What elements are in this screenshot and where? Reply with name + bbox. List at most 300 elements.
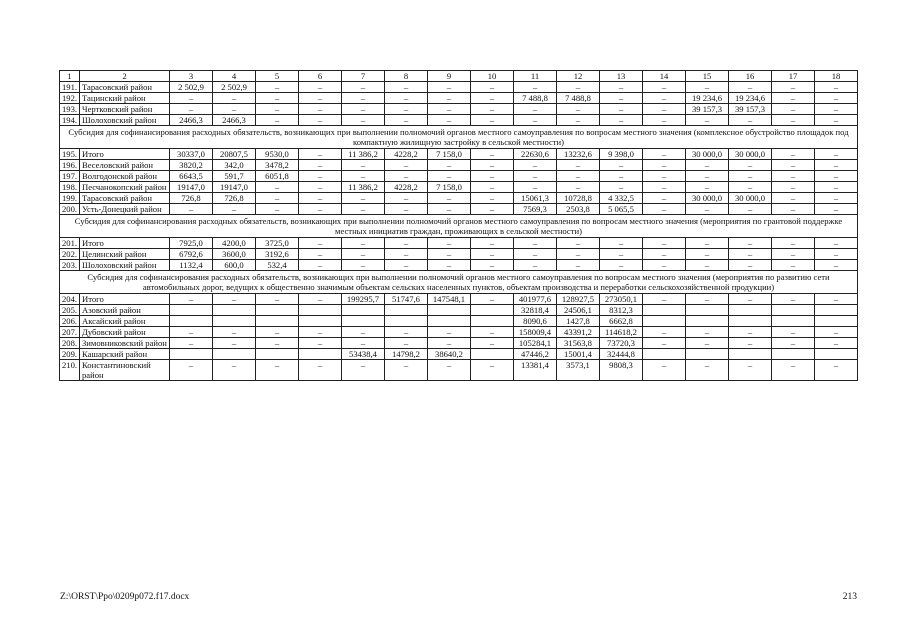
value-cell: – (256, 115, 299, 126)
value-cell: – (600, 104, 643, 115)
value-cell: – (428, 204, 471, 215)
table-row (60, 294, 858, 305)
value-cell: 600,0 (213, 260, 256, 271)
value-cell: – (299, 238, 342, 249)
column-number-cell: 6 (299, 71, 342, 82)
value-cell: – (772, 204, 815, 215)
section-title: Субсидия для софинансирования расходных обязательств, возникающих при выполнении полномочий органов местного самоуправления по вопросам местного значения (комплексное обустройство площадок под компактную жилищную застройку в сельской местности) (60, 126, 858, 149)
value-cell: 199295,7 (342, 294, 385, 305)
value-cell: 38640,2 (428, 349, 471, 360)
value-cell: – (772, 115, 815, 126)
value-cell: – (600, 182, 643, 193)
value-cell: 726,8 (213, 193, 256, 204)
value-cell: – (772, 149, 815, 160)
value-cell: – (729, 204, 772, 215)
value-cell: 591,7 (213, 171, 256, 182)
section-title: Субсидия для софинансирования расходных обязательств, возникающих при выполнении полномочий органов местного самоуправления по вопросам местного значения (мероприятия по грантовой поддержке местных инициатив граждан, проживающих в сельской местности) (60, 215, 858, 238)
table-row (60, 182, 858, 193)
value-cell: – (557, 171, 600, 182)
table-row (60, 238, 858, 249)
section-header-row (60, 126, 858, 149)
value-cell: – (428, 338, 471, 349)
column-number-cell: 13 (600, 71, 643, 82)
value-cell: – (471, 294, 514, 305)
value-cell: – (428, 249, 471, 260)
column-number-cell: 18 (815, 71, 858, 82)
value-cell: – (815, 93, 858, 104)
value-cell: – (600, 238, 643, 249)
value-cell: – (170, 104, 213, 115)
value-cell: – (428, 360, 471, 381)
value-cell (729, 349, 772, 360)
value-cell: – (428, 82, 471, 93)
value-cell (342, 305, 385, 316)
value-cell: – (299, 294, 342, 305)
district-name-cell: Кашарский район (80, 349, 170, 360)
value-cell: – (729, 160, 772, 171)
value-cell: – (514, 238, 557, 249)
value-cell: – (471, 338, 514, 349)
value-cell: 30 000,0 (686, 149, 729, 160)
value-cell: – (643, 294, 686, 305)
value-cell: – (772, 360, 815, 381)
value-cell: – (815, 115, 858, 126)
value-cell: – (686, 171, 729, 182)
value-cell: 3725,0 (256, 238, 299, 249)
value-cell: 4200,0 (213, 238, 256, 249)
value-cell: 9808,3 (600, 360, 643, 381)
section-header-row (60, 215, 858, 238)
value-cell: 32444,8 (600, 349, 643, 360)
value-cell: – (772, 338, 815, 349)
value-cell: 47446,2 (514, 349, 557, 360)
value-cell: – (729, 360, 772, 381)
value-cell: – (385, 193, 428, 204)
value-cell: – (256, 93, 299, 104)
value-cell: – (299, 149, 342, 160)
value-cell: – (514, 82, 557, 93)
table-row (60, 305, 858, 316)
district-name-cell: Итого (80, 294, 170, 305)
value-cell: – (342, 327, 385, 338)
value-cell: 30 000,0 (729, 149, 772, 160)
value-cell: – (815, 171, 858, 182)
district-name-cell: Итого (80, 149, 170, 160)
value-cell: – (686, 327, 729, 338)
value-cell: – (213, 360, 256, 381)
value-cell: – (471, 327, 514, 338)
value-cell: – (815, 260, 858, 271)
column-number-cell: 7 (342, 71, 385, 82)
value-cell: – (772, 193, 815, 204)
value-cell: – (557, 115, 600, 126)
value-cell: 1132,4 (170, 260, 213, 271)
value-cell: – (299, 338, 342, 349)
value-cell: – (815, 104, 858, 115)
value-cell: – (643, 360, 686, 381)
column-number-cell: 9 (428, 71, 471, 82)
value-cell: – (428, 171, 471, 182)
value-cell: – (256, 338, 299, 349)
value-cell: – (385, 327, 428, 338)
value-cell: 19147,0 (170, 182, 213, 193)
value-cell: – (815, 82, 858, 93)
column-number-row (60, 71, 858, 82)
value-cell: 6643,5 (170, 171, 213, 182)
district-name-cell: Аксайский район (80, 316, 170, 327)
district-name-cell: Песчанокопский район (80, 182, 170, 193)
value-cell: – (342, 360, 385, 381)
value-cell: 147548,1 (428, 294, 471, 305)
value-cell: – (643, 82, 686, 93)
value-cell: 19 234,6 (686, 93, 729, 104)
value-cell: – (213, 294, 256, 305)
value-cell: – (342, 82, 385, 93)
table-row (60, 82, 858, 93)
table-row (60, 149, 858, 160)
value-cell: 3478,2 (256, 160, 299, 171)
value-cell: – (342, 193, 385, 204)
value-cell: – (772, 171, 815, 182)
value-cell: – (686, 82, 729, 93)
value-cell: – (772, 160, 815, 171)
value-cell (772, 349, 815, 360)
value-cell: – (342, 171, 385, 182)
value-cell: – (600, 115, 643, 126)
column-number-cell: 17 (772, 71, 815, 82)
value-cell: – (643, 93, 686, 104)
value-cell: – (643, 193, 686, 204)
value-cell (815, 316, 858, 327)
value-cell: 20807,5 (213, 149, 256, 160)
value-cell: 2 502,9 (213, 82, 256, 93)
value-cell: – (299, 182, 342, 193)
budget-table (59, 70, 858, 381)
value-cell (213, 349, 256, 360)
value-cell: – (299, 249, 342, 260)
value-cell: – (385, 360, 428, 381)
table-row (60, 160, 858, 171)
row-number-cell: 193. (60, 104, 80, 115)
value-cell: – (299, 193, 342, 204)
value-cell: 19 234,6 (729, 93, 772, 104)
row-number-cell: 198. (60, 182, 80, 193)
value-cell: 7 158,0 (428, 149, 471, 160)
value-cell: – (342, 160, 385, 171)
value-cell: – (815, 294, 858, 305)
value-cell: 3192,6 (256, 249, 299, 260)
value-cell: – (643, 338, 686, 349)
district-name-cell: Тарасовский район (80, 82, 170, 93)
column-number-cell: 14 (643, 71, 686, 82)
value-cell: – (256, 104, 299, 115)
page-number: 213 (842, 592, 857, 602)
value-cell: – (213, 204, 256, 215)
district-name-cell: Волгодонской район (80, 171, 170, 182)
value-cell: 39 157,3 (686, 104, 729, 115)
value-cell (342, 316, 385, 327)
value-cell: – (643, 249, 686, 260)
value-cell (299, 305, 342, 316)
district-name-cell: Тацинский район (80, 93, 170, 104)
value-cell: – (600, 82, 643, 93)
value-cell (643, 316, 686, 327)
value-cell: – (686, 204, 729, 215)
value-cell: – (385, 338, 428, 349)
value-cell: 7 488,8 (514, 93, 557, 104)
value-cell: – (643, 260, 686, 271)
value-cell: 342,0 (213, 160, 256, 171)
value-cell: – (772, 260, 815, 271)
value-cell: – (471, 149, 514, 160)
value-cell: – (428, 260, 471, 271)
value-cell: – (471, 171, 514, 182)
value-cell (643, 305, 686, 316)
value-cell: 4 332,5 (600, 193, 643, 204)
value-cell: – (256, 82, 299, 93)
row-number-cell: 195. (60, 149, 80, 160)
table-row (60, 349, 858, 360)
value-cell: – (213, 93, 256, 104)
row-number-cell: 200. (60, 204, 80, 215)
table-row (60, 316, 858, 327)
value-cell: – (213, 338, 256, 349)
value-cell: – (815, 360, 858, 381)
value-cell: – (643, 171, 686, 182)
district-name-cell: Целинский район (80, 249, 170, 260)
value-cell: 30 000,0 (729, 193, 772, 204)
value-cell: – (385, 104, 428, 115)
row-number-cell: 204. (60, 294, 80, 305)
value-cell: – (428, 93, 471, 104)
value-cell: – (686, 338, 729, 349)
value-cell: – (342, 338, 385, 349)
value-cell: 11 386,2 (342, 149, 385, 160)
value-cell: – (342, 260, 385, 271)
value-cell: 5 065,5 (600, 204, 643, 215)
value-cell: – (557, 82, 600, 93)
district-name-cell: Усть-Донецкий район (80, 204, 170, 215)
value-cell: – (815, 338, 858, 349)
value-cell: 7569,3 (514, 204, 557, 215)
value-cell: 273050,1 (600, 294, 643, 305)
value-cell: – (342, 93, 385, 104)
value-cell: – (772, 294, 815, 305)
value-cell: 10728,8 (557, 193, 600, 204)
value-cell: 9530,0 (256, 149, 299, 160)
value-cell: – (729, 115, 772, 126)
value-cell: – (643, 238, 686, 249)
district-name-cell: Итого (80, 238, 170, 249)
value-cell: 73720,3 (600, 338, 643, 349)
value-cell (299, 316, 342, 327)
value-cell: – (600, 160, 643, 171)
value-cell: – (213, 327, 256, 338)
value-cell: – (557, 104, 600, 115)
row-number-cell: 202. (60, 249, 80, 260)
value-cell: – (342, 204, 385, 215)
value-cell: – (299, 171, 342, 182)
value-cell (256, 305, 299, 316)
value-cell: 7 488,8 (557, 93, 600, 104)
value-cell: – (471, 238, 514, 249)
value-cell: – (342, 115, 385, 126)
value-cell: – (729, 182, 772, 193)
value-cell: 2466,3 (170, 115, 213, 126)
value-cell: 4228,2 (385, 149, 428, 160)
value-cell: – (643, 115, 686, 126)
value-cell: – (428, 104, 471, 115)
row-number-cell: 203. (60, 260, 80, 271)
value-cell: – (729, 327, 772, 338)
value-cell: 9 398,0 (600, 149, 643, 160)
value-cell (815, 349, 858, 360)
column-number-cell: 10 (471, 71, 514, 82)
value-cell: – (299, 204, 342, 215)
value-cell (385, 316, 428, 327)
table-row (60, 327, 858, 338)
value-cell: – (557, 260, 600, 271)
value-cell: 3600,0 (213, 249, 256, 260)
value-cell (686, 305, 729, 316)
column-number-cell: 4 (213, 71, 256, 82)
value-cell: 30337,0 (170, 149, 213, 160)
value-cell: – (428, 115, 471, 126)
value-cell: – (299, 160, 342, 171)
value-cell: – (815, 182, 858, 193)
value-cell: – (471, 82, 514, 93)
value-cell: 401977,6 (514, 294, 557, 305)
value-cell: – (256, 327, 299, 338)
row-number-cell: 191. (60, 82, 80, 93)
table-row (60, 260, 858, 271)
value-cell: – (514, 104, 557, 115)
value-cell: 15001,4 (557, 349, 600, 360)
value-cell: – (643, 327, 686, 338)
value-cell: 532,4 (256, 260, 299, 271)
value-cell: 22630,6 (514, 149, 557, 160)
value-cell: – (772, 327, 815, 338)
value-cell: 53438,4 (342, 349, 385, 360)
value-cell: – (729, 260, 772, 271)
value-cell: – (385, 249, 428, 260)
value-cell: 128927,5 (557, 294, 600, 305)
value-cell: – (729, 82, 772, 93)
table-row (60, 204, 858, 215)
value-cell: – (514, 249, 557, 260)
value-cell: – (686, 294, 729, 305)
value-cell: – (471, 260, 514, 271)
row-number-cell: 210. (60, 360, 80, 381)
value-cell: – (772, 104, 815, 115)
value-cell: – (342, 249, 385, 260)
value-cell (815, 305, 858, 316)
footer-file-path: Z:\ORST\Ppo\0209p072.f17.docx (60, 592, 190, 602)
value-cell: – (557, 160, 600, 171)
value-cell: 158009,4 (514, 327, 557, 338)
value-cell: 3820,2 (170, 160, 213, 171)
district-name-cell: Константиновский район (80, 360, 170, 381)
value-cell: – (299, 104, 342, 115)
table-row (60, 104, 858, 115)
value-cell: – (557, 182, 600, 193)
row-number-cell: 199. (60, 193, 80, 204)
table-row (60, 193, 858, 204)
column-number-cell: 1 (60, 71, 80, 82)
district-name-cell: Шолоховский район (80, 260, 170, 271)
value-cell: – (643, 104, 686, 115)
row-number-cell: 208. (60, 338, 80, 349)
value-cell (170, 349, 213, 360)
district-name-cell: Тарасовский район (80, 193, 170, 204)
value-cell: – (815, 193, 858, 204)
table-row (60, 93, 858, 104)
value-cell: – (170, 93, 213, 104)
value-cell (729, 316, 772, 327)
value-cell: – (256, 182, 299, 193)
value-cell: – (815, 249, 858, 260)
value-cell: – (170, 360, 213, 381)
value-cell: – (686, 182, 729, 193)
value-cell: – (385, 115, 428, 126)
value-cell: – (385, 260, 428, 271)
table-row (60, 249, 858, 260)
value-cell: – (600, 260, 643, 271)
district-name-cell: Веселовский район (80, 160, 170, 171)
value-cell: 43391,2 (557, 327, 600, 338)
value-cell: – (686, 160, 729, 171)
value-cell: 3573,1 (557, 360, 600, 381)
value-cell: – (256, 193, 299, 204)
value-cell: 2 502,9 (170, 82, 213, 93)
table-row (60, 171, 858, 182)
value-cell: – (514, 182, 557, 193)
value-cell: – (170, 294, 213, 305)
value-cell: 19147,0 (213, 182, 256, 193)
value-cell: – (170, 204, 213, 215)
value-cell: – (299, 327, 342, 338)
value-cell: 8090,6 (514, 316, 557, 327)
value-cell: – (471, 249, 514, 260)
district-name-cell: Азовский район (80, 305, 170, 316)
value-cell: – (342, 104, 385, 115)
value-cell (170, 305, 213, 316)
value-cell: 32818,4 (514, 305, 557, 316)
value-cell: – (643, 149, 686, 160)
value-cell: – (299, 260, 342, 271)
value-cell: – (729, 338, 772, 349)
value-cell (643, 349, 686, 360)
value-cell: – (170, 338, 213, 349)
value-cell: – (600, 171, 643, 182)
row-number-cell: 209. (60, 349, 80, 360)
column-number-cell: 11 (514, 71, 557, 82)
value-cell: 726,8 (170, 193, 213, 204)
column-number-cell: 2 (80, 71, 170, 82)
value-cell: – (514, 160, 557, 171)
value-cell: – (428, 160, 471, 171)
value-cell: 7 158,0 (428, 182, 471, 193)
value-cell: – (557, 249, 600, 260)
district-name-cell: Зимовниковский район (80, 338, 170, 349)
value-cell: 2466,3 (213, 115, 256, 126)
value-cell: – (815, 204, 858, 215)
value-cell: 114618,2 (600, 327, 643, 338)
row-number-cell: 192. (60, 93, 80, 104)
value-cell: – (815, 238, 858, 249)
value-cell: – (385, 204, 428, 215)
value-cell: – (256, 204, 299, 215)
